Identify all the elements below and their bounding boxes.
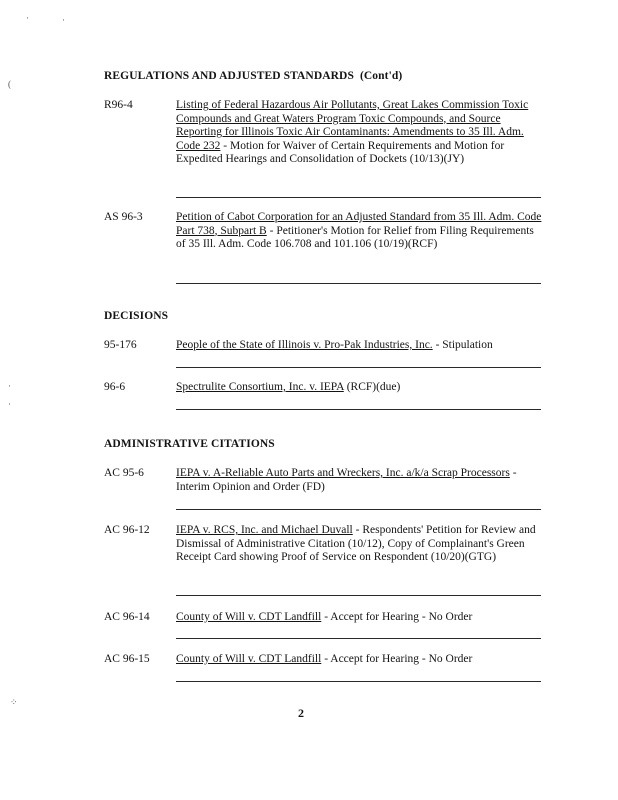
docket-code: AC 96-15 (104, 653, 150, 665)
case-action: - Interim Opinion and Order (FD) (176, 467, 517, 493)
docket-code: AC 96-12 (104, 524, 150, 536)
docket-description (176, 99, 546, 167)
section-heading-citations (104, 438, 275, 452)
docket-code: R96-4 (104, 99, 133, 111)
case-action: - Petitioner's Motion for Relief from Filing Requirements of 35 Ill. Adm. Code 106.708 and 101.106 (10/19)(RCF) (176, 224, 534, 250)
section-heading-decisions (104, 310, 168, 324)
page-number: 2 (298, 706, 304, 720)
case-action: (RCF)(due) (343, 381, 401, 393)
case-title: Spectrulite Consortium, Inc. v. IEPA (176, 381, 344, 393)
docket-description (176, 611, 546, 625)
heading-text: REGULATIONS AND ADJUSTED STANDARDS (104, 70, 354, 82)
docket-description (176, 381, 546, 395)
divider-line (176, 638, 541, 639)
case-title: Petition of Cabot Corporation for an Adjusted Standard from 35 Ill. Adm. Code Part 738, Subpart B (176, 211, 542, 237)
divider-line (176, 197, 541, 198)
docket-code: AC 96-14 (104, 611, 150, 623)
heading-text: ADMINISTRATIVE CITATIONS (104, 438, 275, 450)
divider-line (176, 409, 541, 410)
case-action: - Accept for Hearing - No Order (321, 653, 473, 665)
case-title: People of the State of Illinois v. Pro-Pak Industries, Inc. (176, 339, 433, 351)
case-title: IEPA v. RCS, Inc. and Michael Duvall (176, 524, 353, 536)
docket-code: AS 96-3 (104, 211, 143, 223)
docket-description (176, 467, 546, 494)
case-action: - Stipulation (432, 339, 493, 351)
divider-line (176, 283, 541, 284)
case-title: IEPA v. A-Reliable Auto Parts and Wreckers, Inc. a/k/a Scrap Processors (176, 467, 510, 479)
case-action: - Respondents' Petition for Review and Dismissal of Administrative Citation (10/12), Copy of Complainant's Green Receipt Card showing Proof of Service on Respondent (10/20)(GTG) (176, 524, 536, 563)
divider-line (176, 509, 541, 510)
case-action: - Motion for Waiver of Certain Requirements and Motion for Expedited Hearings and Consolidation of Dockets (10/13)(JY) (176, 139, 505, 165)
scan-speck: · (62, 15, 65, 25)
divider-line (176, 681, 541, 682)
scan-speck: ( (8, 79, 11, 89)
scan-speck: ⁘ (10, 697, 18, 707)
heading-text: DECISIONS (104, 310, 169, 322)
docket-code: 96-6 (104, 381, 126, 393)
docket-description (176, 339, 546, 353)
scan-speck: · (26, 13, 29, 23)
case-action: - Accept for Hearing - No Order (321, 611, 473, 623)
docket-code: 95-176 (104, 339, 137, 351)
case-title: County of Will v. CDT Landfill (176, 653, 322, 665)
scan-speck: · (8, 399, 11, 409)
docket-description (176, 211, 546, 252)
divider-line (176, 595, 541, 596)
docket-code: AC 95-6 (104, 467, 144, 479)
divider-line (176, 367, 541, 368)
docket-description (176, 524, 546, 565)
section-heading-regulations (104, 70, 402, 84)
case-title: County of Will v. CDT Landfill (176, 611, 322, 623)
docket-description (176, 653, 546, 667)
case-title: Listing of Federal Hazardous Air Pollutants, Great Lakes Commission Toxic Compounds and Great Waters Program Toxic Compounds, and Source Reporting for Illinois Toxic Air Contaminants: Amendments to 35 Ill. Adm. Code 232 (176, 99, 529, 152)
heading-continued: (Cont'd) (359, 70, 403, 82)
scan-speck: · (8, 381, 11, 391)
